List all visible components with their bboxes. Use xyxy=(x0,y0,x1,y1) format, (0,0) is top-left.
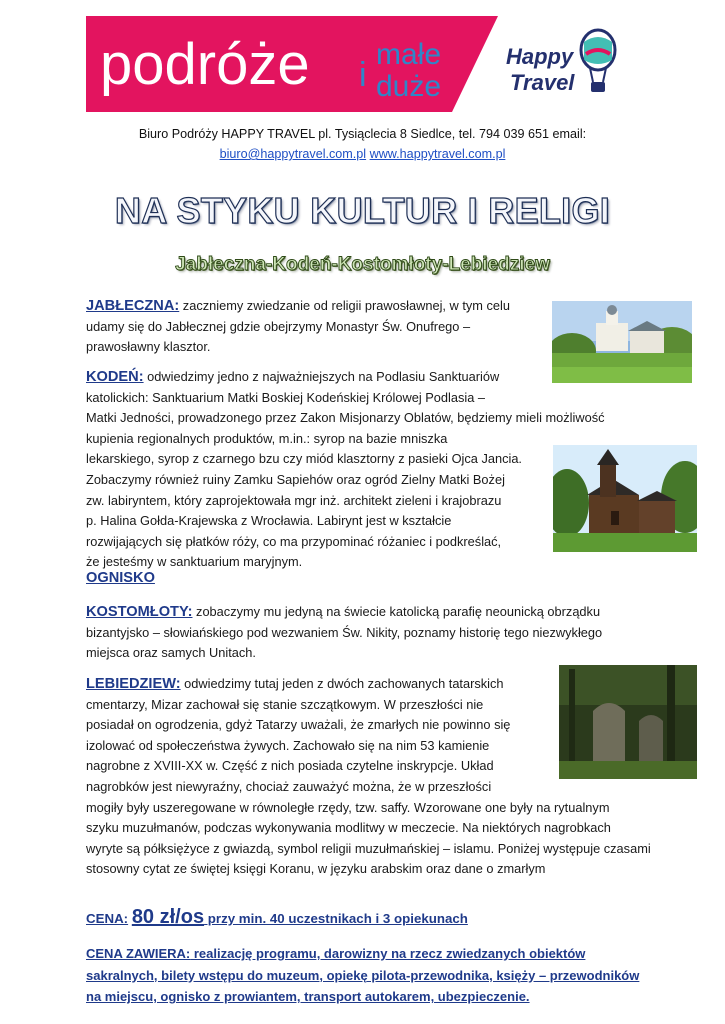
text-line: odwiedzimy tutaj jeden z dwóch zachowanych tatarskich xyxy=(180,676,504,691)
section-heading: JABŁECZNA: xyxy=(86,298,180,314)
website-link[interactable]: www.happytravel.com.pl xyxy=(369,147,506,161)
text-line: mogiły były uszeregowane w równoległe rzędy, tzw. saffy. Wzorowane one były na rytualnym xyxy=(86,799,610,815)
text-line: odwiedzimy jedno z najważniejszych na Podlasiu Sanktuariów xyxy=(143,369,500,384)
tatar-cemetery-photo xyxy=(559,665,697,779)
text-line: nagrobne z XVIII-XX w. Część z nich posiada czytelne inskrypcje. Układ xyxy=(86,758,494,774)
text-line: posiadał on ogrodzenia, gdyż Tatarzy uważali, że zmarłych nie powinno się xyxy=(86,717,511,733)
email-link[interactable]: biuro@happytravel.com.pl xyxy=(219,147,367,161)
route-subtitle: Jabłeczna-Kodeń-Kostomłoty-Lebiedziew xyxy=(175,254,550,275)
text-line: zw. labiryntem, który zaprojektowała mgr inż. architekt zieleni i krajobrazu xyxy=(86,492,502,508)
price-condition: przy min. 40 uczestnikach i 3 opiekunach xyxy=(204,911,468,926)
text-line: p. Halina Gołda-Krajewska z Wrocławia. Labirynt jest w kształcie xyxy=(86,513,452,529)
text-line: cmentarzy, Mizar zachował się stanie szczątkowym. W przeszłości nie xyxy=(86,696,484,712)
text-line: szyku muzułmanów, podczas wykonywania modlitwy w meczecie. Na niektórych nagrobkach xyxy=(86,820,611,836)
section-jableczna xyxy=(86,296,556,358)
text-line: że jesteśmy w sanktuarium maryjnym. xyxy=(86,554,303,570)
text-line: lekarskiego, syrop z czarnego bzu czy miód klasztorny z pasieki Ojca Jancia. xyxy=(86,451,522,467)
banner-word-big: duże xyxy=(376,70,442,103)
section-heading: KOSTOMŁOTY: xyxy=(86,604,193,620)
price-line xyxy=(86,906,468,929)
text-line: stosowny cytat ze świętej księgi Koranu, w języku arabskim oraz dane o zmarłym xyxy=(86,861,546,877)
contact-line: Biuro Podróży HAPPY TRAVEL pl. Tysiąclecia 8 Siedlce, tel. 794 039 651 email: xyxy=(138,127,587,141)
price-label: CENA: xyxy=(86,911,129,926)
section-heading: KODEŃ: xyxy=(86,369,144,385)
section-ognisko-heading: OGNISKO xyxy=(86,570,155,586)
text-line: udamy się do Jabłecznej gdzie obejrzymy Monastyr Św. Onufrego – xyxy=(86,318,471,334)
logo-line2: Travel xyxy=(510,70,575,95)
text-line: zobaczymy mu jedyną na świecie katolicką parafię neounicką obrządku xyxy=(192,604,601,619)
text-line: kupienia regionalnych produktów, m.in.: syrop na bazie mniszka xyxy=(86,430,448,446)
banner-word-small: małe xyxy=(376,38,442,71)
text-line: bizantyjsko – słowiańskiego pod wezwaniem Św. Nikity, poznamy historię tego niezwykłego xyxy=(86,624,603,640)
contact-info xyxy=(80,124,645,164)
page-title: NA STYKU KULTUR I RELIGI xyxy=(114,190,611,231)
text-line: rozwijających się płatków róży, co ma przypominać różaniec i podkreślać, xyxy=(86,533,502,549)
text-line: Matki Jedności, prowadzonego przez Zakon Misjonarzy Oblatów, będziemy mieli możliwość xyxy=(86,410,605,426)
text-line: nagrobków jest niewyraźny, chociaż zauważyć można, że w przeszłości xyxy=(86,778,492,794)
header-banner xyxy=(86,16,639,112)
includes-text: realizację programu, darowizny na rzecz zwiedzanych obiektów sakralnych, bilety wstępu do muzeum, opiekę pilota-przewodnika, księży – przewodników na miejscu, ognisko z prowiantem, transport autokarem, ubezpieczenie. xyxy=(86,946,640,1005)
includes-label: CENA ZAWIERA: xyxy=(86,946,191,961)
banner-word-main: podróże xyxy=(100,32,310,97)
wooden-church-photo xyxy=(553,445,697,552)
logo-line1: Happy xyxy=(506,44,574,69)
price-amount: 80 zł/os xyxy=(131,906,205,928)
text-line: katolickich: Sanktuarium Matki Boskiej Kodeńskiej Królowej Podlasia – xyxy=(86,389,486,405)
banner-graphic xyxy=(86,16,639,112)
text-line: izolować od społeczeństwa żywych. Zachowało się na nim 53 kamienie xyxy=(86,737,490,753)
text-line: miejsca oraz samych Unitach. xyxy=(86,645,256,661)
text-line: prawosławny klasztor. xyxy=(86,339,211,355)
price-includes xyxy=(86,943,656,1008)
text-line: zaczniemy zwiedzanie od religii prawosławnej, w tym celu xyxy=(179,298,510,313)
text-line: Zobaczymy również ruiny Zamku Sapiehów oraz ogród Zielny Matki Bożej xyxy=(86,471,505,487)
section-kostomloty xyxy=(86,602,656,664)
section-heading: LEBIEDZIEW: xyxy=(86,676,181,692)
text-line: wyryte są półksiężyce z gwiazdą, symbol religii muzułmańskiej – islamu. Poniżej występuje czasami xyxy=(86,840,651,856)
banner-word-i: i xyxy=(359,56,367,94)
